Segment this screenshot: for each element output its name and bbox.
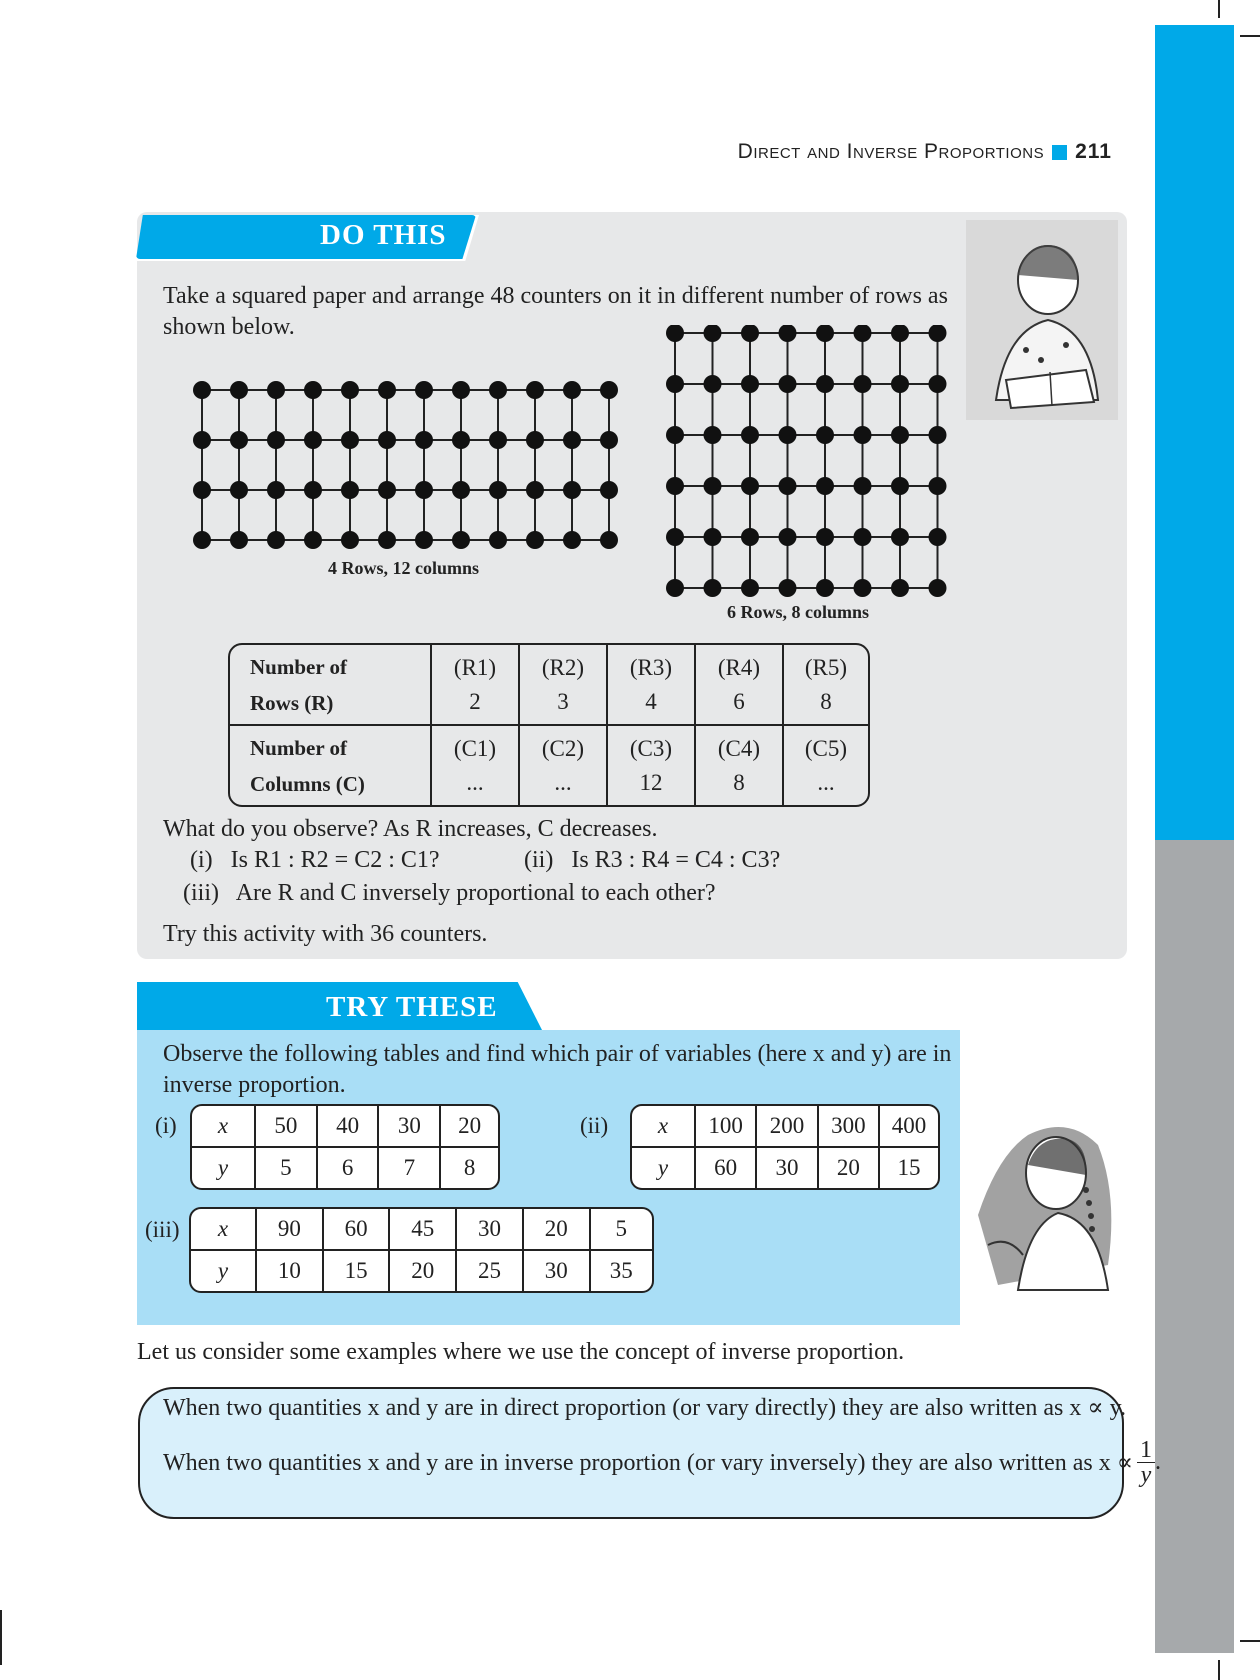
table-iii (189, 1207, 654, 1293)
counter-dot (230, 431, 248, 449)
table-row (191, 1251, 652, 1291)
table-i (190, 1104, 500, 1190)
table-cell (520, 645, 608, 726)
counter-dot (230, 531, 248, 549)
counter-dot (378, 531, 396, 549)
counter-dot (452, 431, 470, 449)
row-symbol: (R3) (629, 654, 673, 680)
table-row (191, 1209, 652, 1251)
row-value: 6 (733, 688, 745, 714)
rows-header (230, 645, 432, 726)
try-these-intro (163, 1039, 951, 1101)
counter-dot (854, 426, 872, 444)
table-cell: 60 (696, 1148, 757, 1188)
counter-dot (600, 481, 618, 499)
counter-dot (193, 381, 211, 399)
table-cell: 30 (757, 1148, 818, 1188)
counter-dot (666, 325, 684, 342)
try-these-intro-line2: inverse proportion. (163, 1072, 346, 1098)
counter-dot (304, 481, 322, 499)
table-cell: 45 (390, 1209, 457, 1251)
counter-dot (378, 481, 396, 499)
dot-grid-6x8 (665, 325, 950, 600)
counter-dot (704, 426, 722, 444)
counter-dot (816, 579, 834, 597)
table-cell: 6 (318, 1148, 380, 1188)
counter-dot (891, 528, 909, 546)
counter-dot (929, 325, 947, 342)
y-label: y (191, 1251, 257, 1291)
col-value: ... (817, 769, 835, 795)
question-3 (183, 877, 716, 909)
counter-dot (600, 431, 618, 449)
counter-dot (891, 375, 909, 393)
counter-dot (891, 579, 909, 597)
table-cell: 15 (897, 1155, 921, 1180)
counter-dot (929, 528, 947, 546)
counter-dot (489, 381, 507, 399)
counter-dot (267, 381, 285, 399)
counter-dot (341, 481, 359, 499)
reading-boy-illustration (966, 220, 1118, 420)
inverse-proportion-note (163, 1438, 1161, 1487)
x-label: x (632, 1106, 696, 1148)
rows-header-line2: Rows (R) (250, 690, 334, 715)
col-value: 12 (639, 769, 663, 795)
table-row (192, 1106, 498, 1148)
table-cell: 20 (524, 1209, 591, 1251)
counter-dot (666, 528, 684, 546)
table-cell (784, 645, 868, 726)
table-cell: 20 (819, 1148, 880, 1188)
row-value: 2 (469, 688, 481, 714)
counter-dot (415, 431, 433, 449)
col-symbol: (C3) (629, 735, 673, 761)
table-ii (630, 1104, 940, 1190)
side-bar-gray (1155, 840, 1234, 1653)
row-symbol: (R4) (717, 654, 761, 680)
observe-text: What do you observe? As R increases, C decreases. (163, 816, 658, 842)
counter-dot (704, 579, 722, 597)
counter-dot (816, 375, 834, 393)
rows-columns-table (228, 643, 870, 807)
table-cell (784, 726, 868, 805)
table-cell: 50 (256, 1106, 318, 1148)
question-number: (iii) (183, 880, 219, 906)
table-cell: 90 (257, 1209, 324, 1251)
counter-dot (415, 531, 433, 549)
crop-mark (1218, 0, 1220, 18)
counter-dot (704, 528, 722, 546)
girl-sketch-icon (968, 1095, 1120, 1295)
table-cell: 20 (390, 1251, 457, 1291)
table-cell: 7 (379, 1148, 441, 1188)
counter-dot (563, 481, 581, 499)
figure-label-6x8: 6 Rows, 8 columns (727, 602, 870, 622)
examples-intro: Let us consider some examples where we use the concept of inverse proportion. (137, 1339, 905, 1365)
counter-dot (854, 528, 872, 546)
table-cell: 20 (441, 1106, 498, 1148)
side-bar-accent (1155, 25, 1234, 840)
counter-dot (666, 579, 684, 597)
fraction-numerator: 1 (1137, 1438, 1155, 1463)
table-cell: 30 (524, 1251, 591, 1291)
counter-dot (378, 381, 396, 399)
counter-dot (267, 431, 285, 449)
counter-dot (779, 325, 797, 342)
col-value: ... (466, 769, 484, 795)
table-cell: 30 (379, 1106, 441, 1148)
chapter-title: Direct and Inverse Proportions (737, 140, 1045, 163)
table-cell: 5 (256, 1148, 318, 1188)
row-symbol: (R2) (541, 654, 585, 680)
table-cell: 60 (324, 1209, 391, 1251)
fraction-denominator: y (1140, 1462, 1152, 1488)
direct-proportion-note: When two quantities x and y are in direct proportion (or vary directly) they are also written as x ∝ y. (163, 1395, 1127, 1421)
counter-dot (267, 531, 285, 549)
counter-dot (600, 381, 618, 399)
page-number: 211 (1075, 140, 1112, 163)
counter-dot (779, 375, 797, 393)
counter-dot (230, 481, 248, 499)
table-cell (608, 726, 696, 805)
counter-dot (779, 426, 797, 444)
counter-dot (341, 531, 359, 549)
counter-dot (193, 481, 211, 499)
question-number: (i) (190, 847, 213, 873)
counter-dot (741, 528, 759, 546)
rows-header-line1: Number of (250, 654, 348, 679)
counter-dot (415, 481, 433, 499)
counter-dot (741, 325, 759, 342)
counter-dot (854, 579, 872, 597)
counter-dot (341, 381, 359, 399)
table-cell (520, 726, 608, 805)
thinking-girl-illustration (968, 1095, 1120, 1295)
period: . (1154, 1449, 1161, 1475)
table-cell: 25 (457, 1251, 524, 1291)
counter-dot (304, 381, 322, 399)
counter-dot (741, 426, 759, 444)
counter-dot (600, 531, 618, 549)
table-cell: 8 (463, 1155, 476, 1180)
fraction (1137, 1438, 1155, 1487)
counter-dot (230, 381, 248, 399)
x-label: x (191, 1209, 257, 1251)
table-row (230, 726, 868, 805)
col-symbol: (C2) (541, 735, 585, 761)
col-value: ... (554, 769, 572, 795)
running-head (738, 140, 1112, 164)
counter-dot (341, 431, 359, 449)
crop-mark (1240, 35, 1260, 37)
counter-dot (563, 431, 581, 449)
question-text: Are R and C inversely proportional to each other? (235, 880, 716, 906)
counter-dot (779, 579, 797, 597)
col-symbol: (C1) (453, 735, 497, 761)
crop-mark (1240, 1640, 1260, 1642)
table-iii-label: (iii) (145, 1217, 180, 1242)
counter-dot (891, 477, 909, 495)
counter-dot (741, 579, 759, 597)
row-value: 8 (820, 688, 832, 714)
table-cell: 40 (318, 1106, 380, 1148)
col-symbol: (C4) (717, 735, 761, 761)
inverse-note-text: When two quantities x and y are in inverse proportion (or vary inversely) they are also written as x ∝ (163, 1450, 1133, 1476)
counter-dot (816, 426, 834, 444)
counter-dot (704, 325, 722, 342)
table-row (192, 1148, 498, 1188)
counter-dot (854, 477, 872, 495)
columns-header-line2: Columns (C) (250, 771, 365, 796)
counter-dot (489, 481, 507, 499)
counter-dot (415, 381, 433, 399)
counter-dot (666, 477, 684, 495)
table-cell (432, 645, 520, 726)
counter-dot (741, 375, 759, 393)
counter-dot (779, 477, 797, 495)
figure-label-4x12: 4 Rows, 12 columns (328, 558, 480, 578)
col-symbol: (C5) (804, 735, 848, 761)
do-this-title: DO THIS (320, 219, 447, 251)
square-icon (1052, 145, 1067, 160)
counter-dot (526, 381, 544, 399)
counter-dot (489, 531, 507, 549)
table-cell: 30 (457, 1209, 524, 1251)
counter-dot (452, 381, 470, 399)
y-label: y (192, 1148, 256, 1188)
counter-dot (526, 531, 544, 549)
counter-dot (267, 481, 285, 499)
counter-dot (816, 477, 834, 495)
columns-header (230, 726, 432, 805)
question-number: (ii) (524, 847, 554, 873)
y-label: y (632, 1148, 696, 1188)
do-this-intro-line1: Take a squared paper and arrange 48 counters on it in different number of rows as (163, 283, 948, 309)
counter-dot (704, 375, 722, 393)
counter-dot (816, 528, 834, 546)
table-cell: 5 (591, 1209, 652, 1251)
table-cell: 10 (257, 1251, 324, 1291)
counter-dot (193, 531, 211, 549)
table-ii-label: (ii) (580, 1113, 609, 1138)
x-label: x (192, 1106, 256, 1148)
counter-dot (526, 481, 544, 499)
table-cell (432, 726, 520, 805)
counter-dot (489, 431, 507, 449)
columns-header-line1: Number of (250, 735, 348, 760)
table-cell: 400 (880, 1106, 938, 1148)
crop-mark (0, 1610, 2, 1665)
counter-dot (666, 426, 684, 444)
do-this-intro-line2: shown below. (163, 314, 295, 340)
dot-grid-4x12 (190, 380, 630, 550)
table-cell (696, 726, 784, 805)
counter-dot (891, 325, 909, 342)
counter-dot (741, 477, 759, 495)
counter-dot (929, 375, 947, 393)
table-i-label: (i) (155, 1113, 177, 1138)
counter-dot (563, 381, 581, 399)
col-value: 8 (733, 769, 745, 795)
counter-dot (378, 431, 396, 449)
question-text: Is R3 : R4 = C4 : C3? (571, 847, 781, 873)
counter-dot (452, 481, 470, 499)
question-1 (190, 844, 440, 876)
table-cell: 35 (609, 1258, 633, 1283)
table-row (632, 1106, 938, 1148)
counter-dot (193, 431, 211, 449)
counter-dot (929, 477, 947, 495)
table-cell: 200 (757, 1106, 818, 1148)
try-these-title: TRY THESE (326, 991, 498, 1023)
boy-sketch-icon (966, 220, 1118, 420)
crop-mark (1218, 1660, 1220, 1680)
question-2 (524, 844, 780, 876)
counter-dot (304, 531, 322, 549)
try-activity-text: Try this activity with 36 counters. (163, 921, 488, 947)
counter-dot (704, 477, 722, 495)
counter-dot (929, 579, 947, 597)
counter-dot (854, 375, 872, 393)
table-row (632, 1148, 938, 1188)
table-cell: 15 (324, 1251, 391, 1291)
counter-dot (563, 531, 581, 549)
row-symbol: (R1) (453, 654, 497, 680)
row-value: 4 (645, 688, 657, 714)
counter-dot (779, 528, 797, 546)
table-cell (696, 645, 784, 726)
question-text: Is R1 : R2 = C2 : C1? (230, 847, 440, 873)
counter-dot (666, 375, 684, 393)
counter-dot (854, 325, 872, 342)
counter-dot (452, 531, 470, 549)
row-value: 3 (557, 688, 569, 714)
row-symbol: (R5) (804, 654, 848, 680)
counter-dot (891, 426, 909, 444)
table-cell: 100 (696, 1106, 757, 1148)
table-cell (608, 645, 696, 726)
counter-dot (526, 431, 544, 449)
table-cell: 300 (819, 1106, 880, 1148)
try-these-intro-line1: Observe the following tables and find which pair of variables (here x and y) are in (163, 1041, 952, 1067)
counter-dot (304, 431, 322, 449)
table-row (230, 645, 868, 726)
counter-dot (929, 426, 947, 444)
counter-dot (816, 325, 834, 342)
